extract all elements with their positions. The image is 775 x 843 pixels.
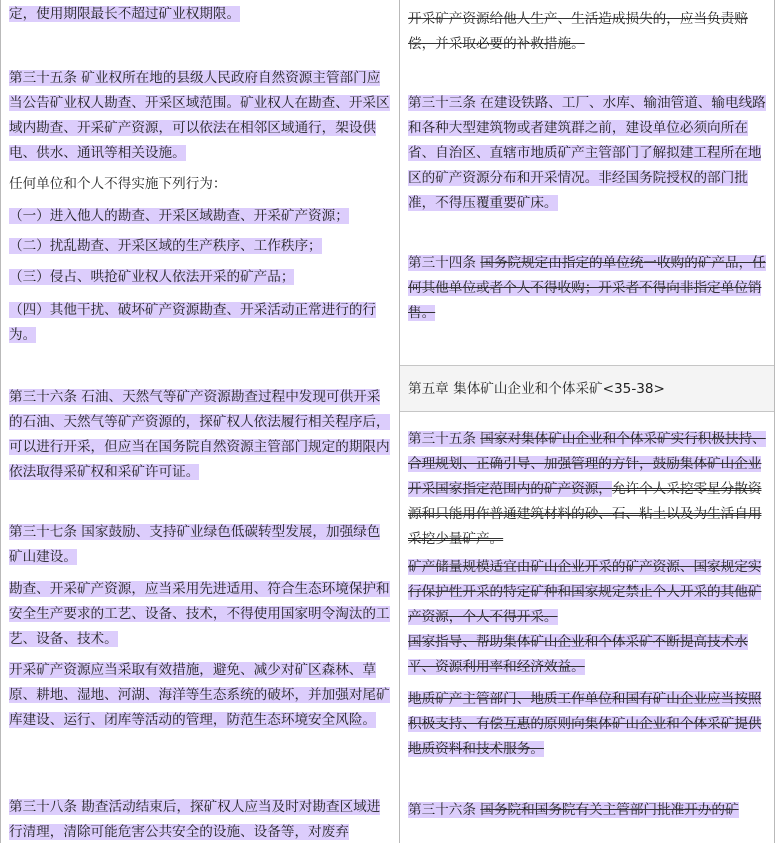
article-36-paragraph: 第三十六条 石油、天然气等矿产资源勘查过程中发现可供开采的石油、天然气等矿产资源的，探矿权人依法履行相关程序后，可以进行开采，但应当在国务院自然资源主管部门规定的期限内依法取得采矿权和采矿许可证。 — [9, 389, 390, 480]
text-paragraph: 勘查、开采矿产资源，应当采用先进适用、符合生态环境保护和安全生产要求的工艺、设备、技术，不得使用国家明令淘汰的工艺、设备、技术。 — [9, 581, 390, 647]
article-35-old-paragraph: 第三十五条 国家对集体矿山企业和个体采矿实行积极扶持、合理规划、正确引导、加强管理的方针，鼓励集体矿山企业开采国家指定范围内的矿产资源，允许个人采挖零星分散资源和只能用作普通建筑材料的砂、石、粘土以及为生活自用采挖少量矿产。 — [408, 431, 766, 547]
chapter-header-row — [400, 365, 774, 412]
article-33-paragraph: 第三十三条 在建设铁路、工厂、水库、输油管道、输电线路和各种大型建筑物或者建筑群之前，建设单位必须向所在省、自治区、直辖市地质矿产主管部门了解拟建工程所在地区的矿产资源分布和开采情况。非经国务院授权的部门批准，不得压覆重要矿床。 — [408, 95, 766, 211]
article-35-paragraph: 第三十五条 矿业权所在地的县级人民政府自然资源主管部门应当公告矿业权人勘查、开采区域范围。矿业权人在勘查、开采区域内勘查、开采矿产资源，可以依法在相邻区域通行，架设供电、供水、通讯等相关设施。 — [9, 70, 390, 161]
deleted-paragraph: 地质矿产主管部门、地质工作单位和国有矿山企业应当按照积极支持、有偿互惠的原则向集体矿山企业和个体采矿提供地质资料和技术服务。 — [408, 691, 762, 757]
article-36-old-paragraph: 第三十六条 国务院和国务院有关主管部门批准开办的矿 — [408, 802, 739, 818]
article-37-paragraph: 第三十七条 国家鼓励、支持矿业绿色低碳转型发展，加强绿色矿山建设。 — [9, 524, 381, 565]
chapter-title: 第五章 集体矿山企业和个体采矿<35-38> — [408, 381, 665, 397]
new-law-column — [1, 0, 400, 843]
list-item: （四）其他干扰、破坏矿产资源勘查、开采活动正常进行的行为。 — [9, 302, 377, 343]
old-law-column — [400, 0, 774, 843]
article-34-paragraph: 第三十四条 国务院规定由指定的单位统一收购的矿产品，任何其他单位或者个人不得收购；开采者不得向非指定单位销售。 — [408, 255, 766, 321]
list-item: （一）进入他人的勘查、开采区域勘查、开采矿产资源； — [9, 208, 349, 224]
article-38-paragraph: 第三十八条 勘查活动结束后，探矿权人应当及时对勘查区域进行清理，清除可能危害公共安全的设施、设备等，对废弃 — [9, 799, 381, 840]
deleted-paragraph: 矿产储量规模适宜由矿山企业开采的矿产资源、国家规定实行保护性开采的特定矿种和国家规定禁止个人开采的其他矿产资源，个人不得开采。 — [408, 559, 762, 625]
text-paragraph: 任何单位和个人不得实施下列行为： — [9, 176, 227, 192]
deleted-paragraph: 开采矿产资源给他人生产、生活造成损失的，应当负责赔偿，并采取必要的补救措施。 — [408, 11, 748, 52]
list-item: （二）扰乱勘查、开采区域的生产秩序、工作秩序； — [9, 238, 322, 254]
list-item: （三）侵占、哄抢矿业权人依法开采的矿产品； — [9, 269, 295, 285]
deleted-paragraph: 国家指导、帮助集体矿山企业和个体采矿不断提高技术水平、资源利用率和经济效益。 — [408, 634, 748, 675]
text-paragraph: 开采矿产资源应当采取有效措施，避免、减少对矿区森林、草原、耕地、湿地、河湖、海洋等生态系统的破坏，并加强对尾矿库建设、运行、闭库等活动的管理，防范生态环境安全风险。 — [9, 662, 390, 728]
text-paragraph: 定，使用期限最长不超过矿业权期限。 — [9, 6, 241, 22]
